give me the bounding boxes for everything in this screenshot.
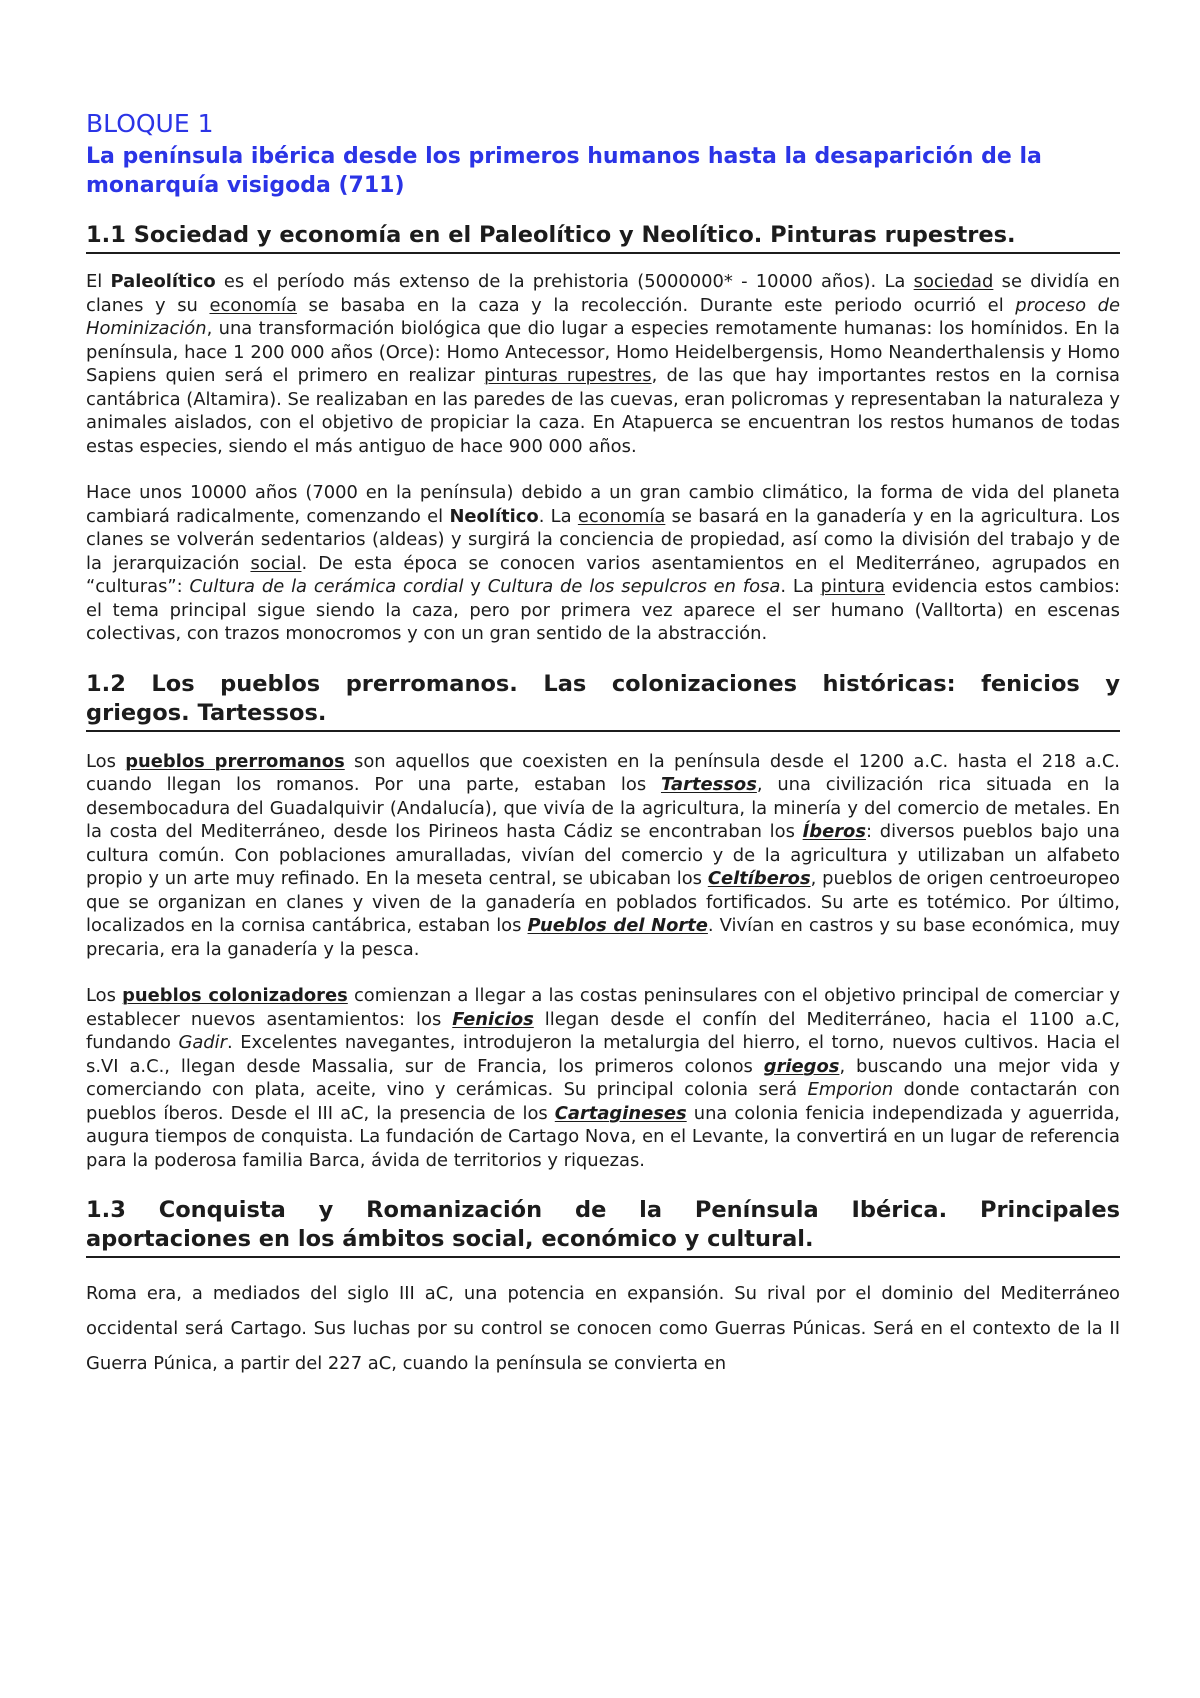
term-social: social (250, 552, 302, 574)
term-celtiberos: Celtíberos (707, 868, 811, 889)
term-pueblos-del-norte: Pueblos del Norte (527, 915, 708, 936)
section-3-paragraph-1: Roma era, a mediados del siglo III aC, una potencia en expansión. Su rival por el dominio del Mediterráneo occidental será Cartago. Sus luchas por su control se conocen como Guerras Púnicas. Será en el contexto de la II Guerra Púnica, a partir del 227 aC, cuando la península se convierta en (86, 1283, 1120, 1374)
term-tartessos: Tartessos (660, 774, 757, 795)
term-pinturas-rupestres: pinturas rupestres (484, 365, 652, 386)
section-3-title: 1.3 Conquista y Romanización de la Península Ibérica. Principales aportaciones en los ámbitos social, económico y cultural. (86, 1196, 1120, 1258)
document-subtitle: La península ibérica desde los primeros humanos hasta la desaparición de la monarquía visigoda (711) (86, 144, 1042, 198)
term-economia: economía (209, 294, 297, 316)
term-economia-neolitico: economía (577, 505, 666, 527)
term-pueblos-colonizadores: pueblos colonizadores (122, 985, 348, 1006)
term-fenicios: Fenicios (452, 1008, 534, 1030)
term-cartagineses: Cartagineses (554, 1102, 687, 1124)
section-1-paragraph-2: Hace unos 10000 años (7000 en la península) debido a un gran cambio climático, la forma de vida del planeta cambiará radicalmente, comenzando el Neolítico. La economía se basará en la ganadería y en la agricultura. Los clanes se volverán sedentarios (aldeas) y surgirá la conciencia de propiedad, así como la división del trabajo y de la jerarquización social. De esta época se conocen varios asentamientos en el Mediterráneo, agrupados en “culturas”: Cultura de la cerámica cordial y Cultura de los sepulcros en fosa. La pintura evidencia estos cambios: el tema principal sigue siendo la caza, pero por primera vez aparece el ser humano (Valltorta) en escenas colectivas, con trazos monocromos y con un gran sentido de la abstracción. (86, 482, 1120, 644)
document-page (86, 108, 1120, 1381)
term-hominizacion: proceso de Hominización (86, 294, 1120, 339)
term-gadir: Gadir (178, 1032, 227, 1053)
term-iberos: Íberos (802, 821, 866, 842)
bloque-heading: BLOQUE 1 (86, 109, 214, 138)
term-neolitico: Neolítico (449, 505, 539, 527)
term-pintura: pintura (820, 576, 885, 597)
term-pueblos-prerromanos: pueblos prerromanos (125, 750, 345, 772)
term-ceramica-cordial: Cultura de la cerámica cordial (189, 576, 464, 597)
term-emporion: Emporion (807, 1079, 894, 1100)
section-2-paragraph-2: Los pueblos colonizadores comienzan a llegar a las costas peninsulares con el objetivo principal de comerciar y establecer nuevos asentamientos: los Fenicios llegan desde el confín del Mediterráneo, hacia el 1100 a.C, fundando Gadir. Excelentes navegantes, introdujeron la metalurgia del hierro, el torno, nuevos cultivos. Hacia el s.VI a.C., llegan desde Massalia, sur de Francia, los primeros colonos griegos, buscando una mejor vida y comerciando con plata, aceite, vino y cerámicas. Su principal colonia será Emporion donde contactarán con pueblos íberos. Desde el III aC, la presencia de los Cartagineses una colonia fenicia independizada y aguerrida, augura tiempos de conquista. La fundación de Cartago Nova, en el Levante, la convertirá en un lugar de referencia para la poderosa familia Barca, ávida de territorios y riquezas. (86, 985, 1120, 1171)
term-sepulcros-fosa: Cultura de los sepulcros en fosa (487, 576, 781, 597)
term-griegos: griegos (763, 1055, 840, 1077)
section-2-title: 1.2 Los pueblos prerromanos. Las colonizaciones históricas: fenicios y griegos. Tartessos. (86, 670, 1120, 732)
section-2-paragraph-1: Los pueblos prerromanos son aquellos que coexisten en la península desde el 1200 a.C. hasta el 218 a.C. cuando llegan los romanos. Por una parte, estaban los Tartessos, una civilización rica situada en la desembocadura del Guadalquivir (Andalucía), que vivía de la agricultura, la minería y del comercio de metales. En la costa del Mediterráneo, desde los Pirineos hasta Cádiz se encontraban los Íberos: diversos pueblos bajo una cultura común. Con poblaciones amuralladas, vivían del comercio y de la agricultura y utilizaban un alfabeto propio y un arte muy refinado. En la meseta central, se ubicaban los Celtíberos, pueblos de origen centroeuropeo que se organizan en clanes y viven de la ganadería en poblados fortificados. Su arte es totémico. Por último, localizados en la cornisa cantábrica, estaban los Pueblos del Norte. Vivían en castros y su base económica, muy precaria, era la ganadería y la pesca. (86, 750, 1120, 960)
term-paleolitico: Paleolítico (110, 271, 216, 292)
term-sociedad: sociedad (913, 271, 994, 292)
section-1-title: 1.1 Sociedad y economía en el Paleolítico y Neolítico. Pinturas rupestres. (86, 221, 1120, 254)
section-1-paragraph-1: El Paleolítico es el período más extenso de la prehistoria (5000000* - 10000 años). La sociedad se dividía en clanes y su economía se basaba en la caza y la recolección. Durante este periodo ocurrió el proceso de Hominización, una transformación biológica que dio lugar a especies remotamente humanas: los homínidos. En la península, hace 1 200 000 años (Orce): Homo Antecessor, Homo Heidelbergensis, Homo Neanderthalensis y Homo Sapiens quien será el primero en realizar pinturas rupestres, de las que hay importantes restos en la cornisa cantábrica (Altamira). Se realizaban en las paredes de las cuevas, eran policromas y representaban la naturaleza y animales aislados, con el objetivo de propiciar la caza. En Atapuerca se encuentran los restos humanos de todas estas especies, siendo el más antiguo de hace 900 000 años. (86, 271, 1121, 457)
